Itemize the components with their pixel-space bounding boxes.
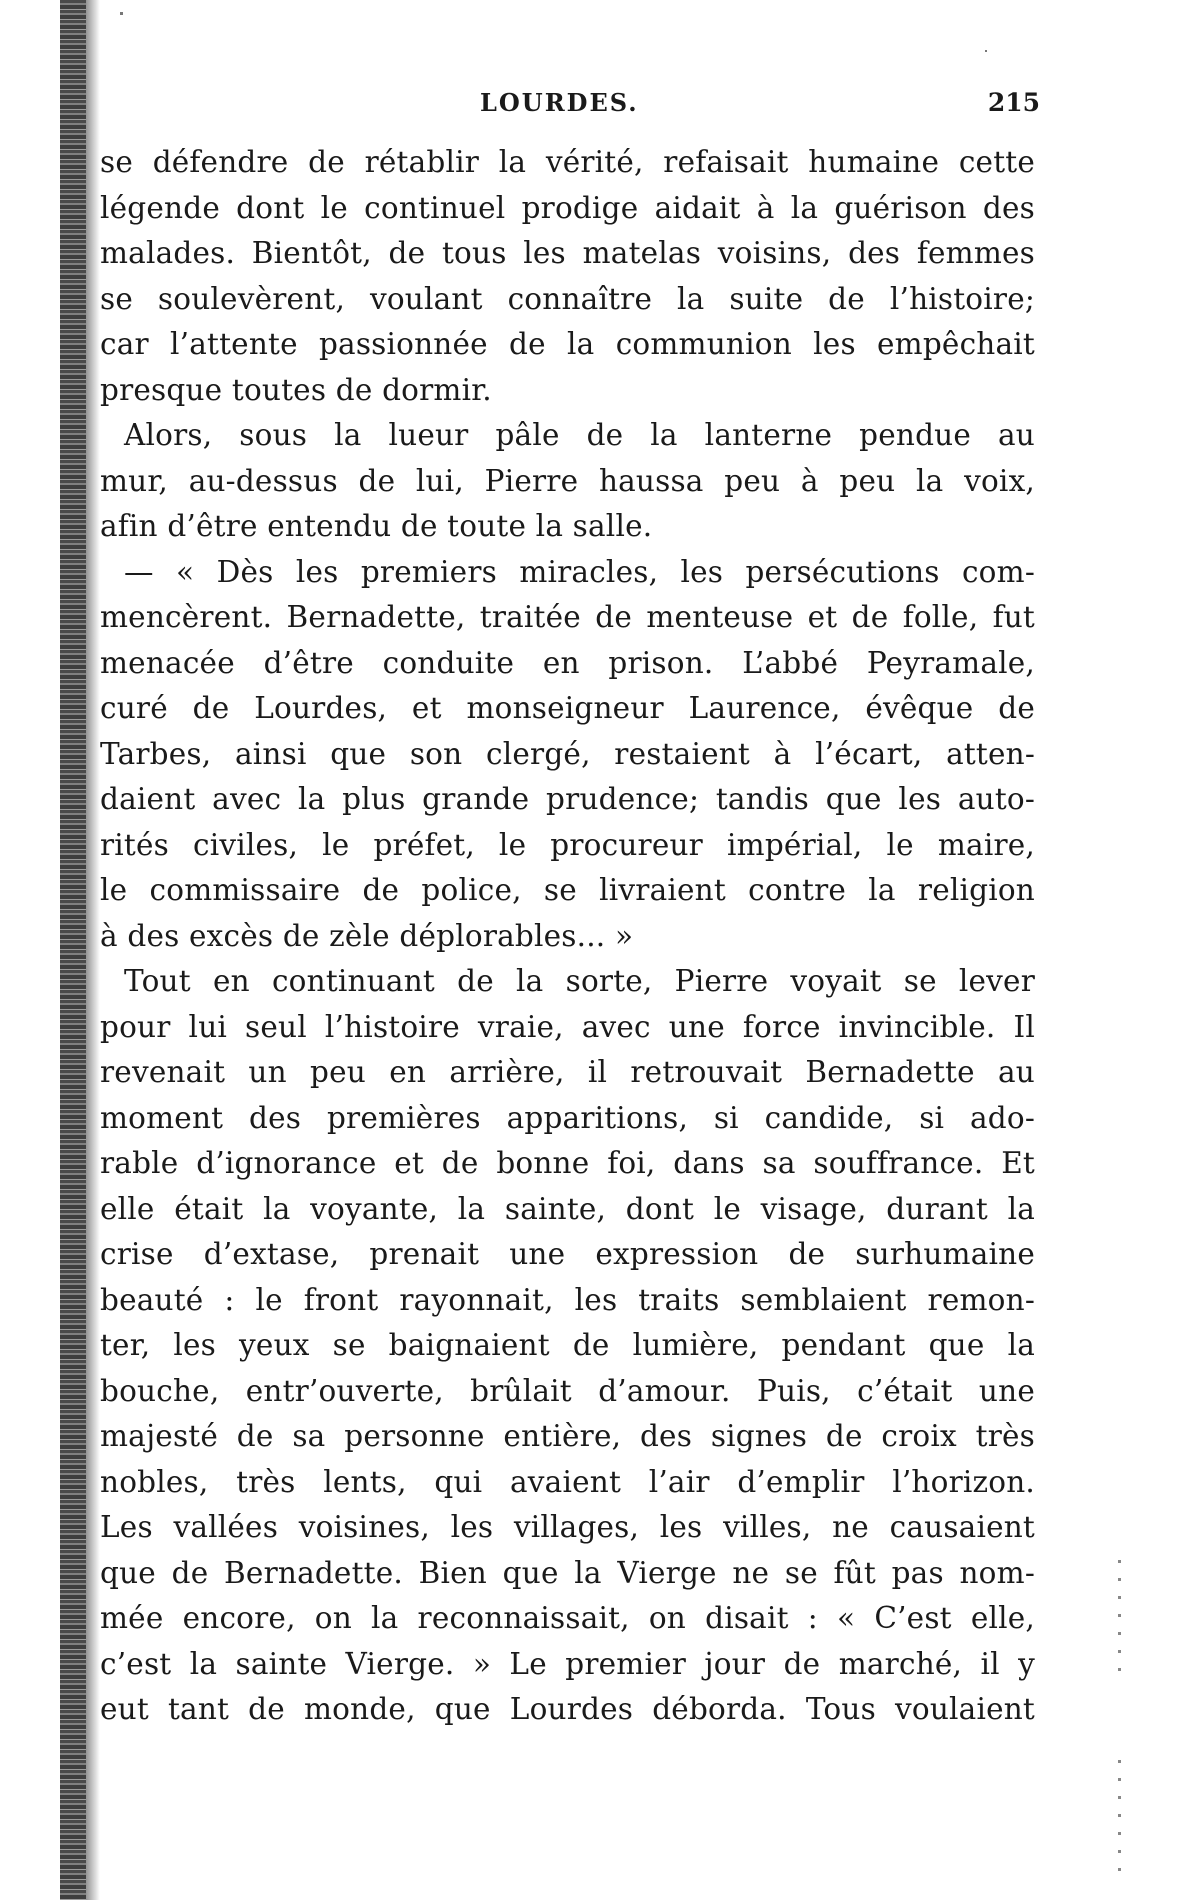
page-header <box>100 88 1040 124</box>
text-line: mur, au-dessus de lui, Pierre haussa peu à peu la voix, <box>100 463 1035 498</box>
binding-shadow <box>86 0 100 1900</box>
text-line: nobles, très lents, qui avaient l’air d’emplir l’horizon. <box>100 1464 1035 1499</box>
text-line: rités civiles, le préfet, le procureur impérial, le maire, <box>100 827 1035 862</box>
text-line: à des excès de zèle déplorables... » <box>100 918 634 953</box>
text-line: elle était la voyante, la sainte, dont le visage, durant la <box>100 1191 1035 1226</box>
text-line: curé de Lourdes, et monseigneur Laurence, évêque de <box>100 691 1035 725</box>
text-line: Tout en continuant de la sorte, Pierre voyait se lever <box>124 964 1035 998</box>
running-title: LOURDES. <box>480 88 639 117</box>
text-line: daient avec la plus grande prudence; tandis que les auto- <box>100 782 1035 816</box>
page-number: 215 <box>987 88 1040 117</box>
text-line: beauté : le front rayonnait, les traits semblaient remon- <box>100 1282 1035 1317</box>
text-line: afin d’être entendu de toute la salle. <box>100 509 653 543</box>
text-line: se soulevèrent, voulant connaître la suite de l’histoire; <box>100 281 1035 316</box>
text-line: se défendre de rétablir la vérité, refaisait humaine cette <box>100 145 1035 179</box>
text-line: Les vallées voisines, les villages, les villes, ne causaient <box>100 1510 1035 1544</box>
text-line: revenait un peu en arrière, il retrouvait Bernadette au <box>100 1055 1035 1089</box>
text-line: pour lui seul l’histoire vraie, avec une force invincible. Il <box>100 1009 1035 1044</box>
scan-margin-dots <box>1118 1760 1121 1880</box>
text-line: mée encore, on la reconnaissait, on disait : « C’est elle, <box>100 1601 1035 1635</box>
binding-edge <box>60 0 86 1900</box>
text-line: Tarbes, ainsi que son clergé, restaient à l’écart, atten- <box>100 736 1035 771</box>
scan-margin-dots <box>1118 1560 1121 1680</box>
body-text <box>100 140 1035 1733</box>
text-line: presque toutes de dormir. <box>100 372 492 407</box>
text-line: crise d’extase, prenait une expression de surhumaine <box>100 1237 1035 1271</box>
text-line: bouche, entr’ouverte, brûlait d’amour. Puis, c’était une <box>100 1373 1035 1408</box>
text-line: — « Dès les premiers miracles, les persécutions com- <box>124 554 1035 589</box>
scan-speck <box>120 12 123 15</box>
text-line: rable d’ignorance et de bonne foi, dans sa souffrance. Et <box>100 1146 1035 1180</box>
text-line: ter, les yeux se baignaient de lumière, pendant que la <box>100 1328 1035 1362</box>
text-line: le commissaire de police, se livraient contre la religion <box>100 873 1035 907</box>
text-line: majesté de sa personne entière, des signes de croix très <box>100 1419 1035 1453</box>
scan-speck <box>985 50 987 52</box>
text-line: Alors, sous la lueur pâle de la lanterne pendue au <box>124 418 1035 452</box>
text-line: mencèrent. Bernadette, traitée de menteuse et de folle, fut <box>100 600 1035 634</box>
text-line: légende dont le continuel prodige aidait à la guérison des <box>100 190 1035 225</box>
text-line: moment des premières apparitions, si candide, si ado- <box>100 1100 1035 1135</box>
text-line: menacée d’être conduite en prison. L’abbé Peyramale, <box>100 645 1035 680</box>
text-line: malades. Bientôt, de tous les matelas voisins, des femmes <box>100 236 1035 270</box>
text-line: car l’attente passionnée de la communion les empêchait <box>100 327 1035 361</box>
text-line: c’est la sainte Vierge. » Le premier jour de marché, il y <box>100 1646 1035 1681</box>
text-line: eut tant de monde, que Lourdes déborda. Tous voulaient <box>100 1692 1035 1726</box>
text-line: que de Bernadette. Bien que la Vierge ne se fût pas nom- <box>100 1555 1035 1590</box>
